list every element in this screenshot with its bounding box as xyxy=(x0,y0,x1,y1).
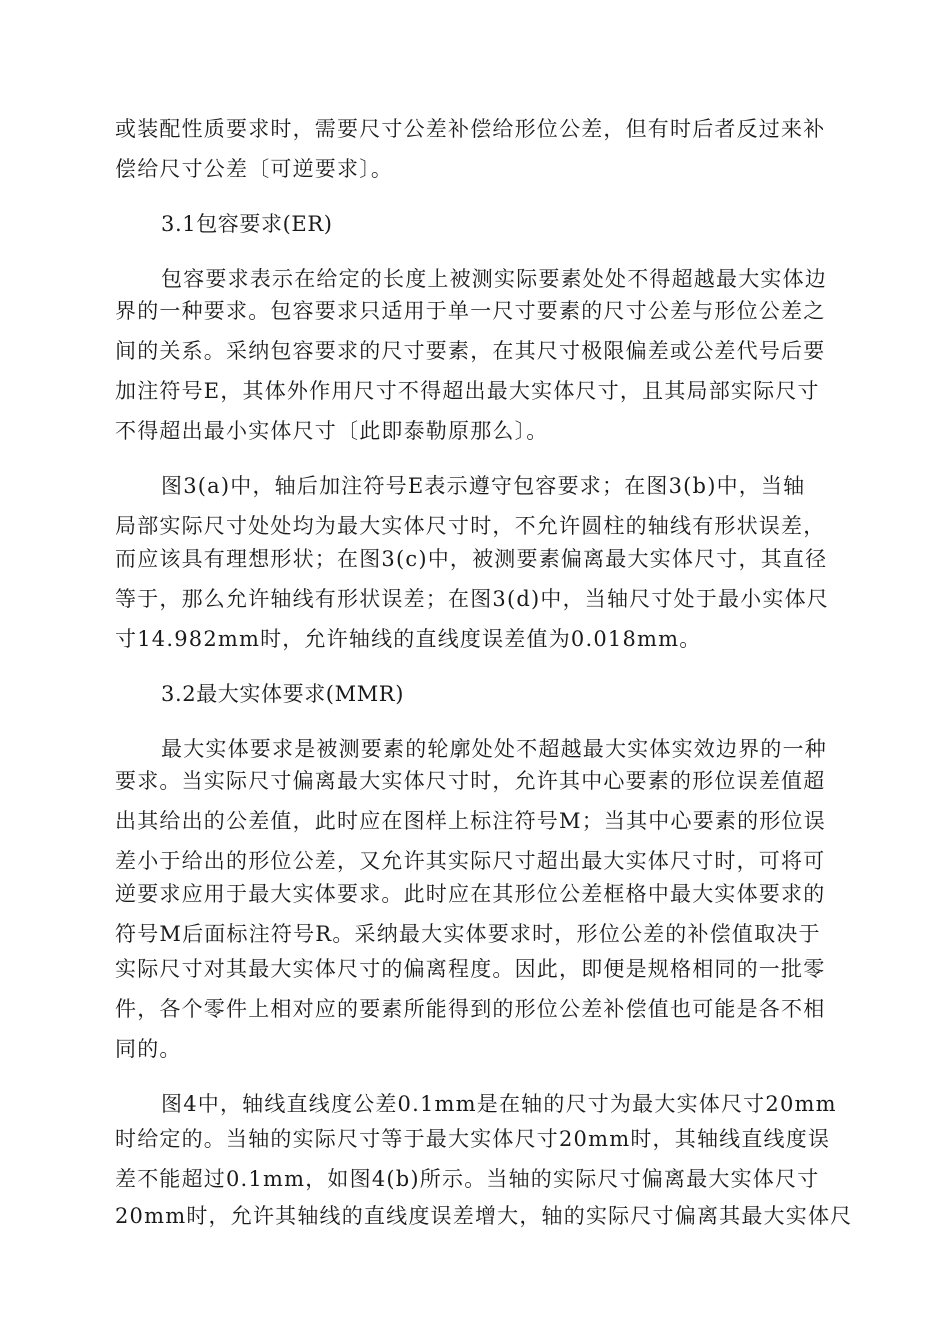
paragraph-line: 逆要求应用于最大实体要求。此时应在其形位公差框格中最大实体要求的 xyxy=(115,882,826,906)
paragraph-line: 出其给出的公差值，此时应在图样上标注符号M；当其中心要素的形位误 xyxy=(115,809,826,833)
paragraph-line: 图4中，轴线直线度公差0.1mm是在轴的尺寸为最大实体尺寸20mm xyxy=(161,1092,837,1116)
paragraph-line: 间的关系。采纳包容要求的尺寸要素，在其尺寸极限偏差或公差代号后要 xyxy=(115,339,826,363)
paragraph-line: 时给定的。当轴的实际尺寸等于最大实体尺寸20mm时，其轴线直线度误 xyxy=(115,1127,831,1151)
paragraph-line: 偿给尺寸公差〔可逆要求〕。 xyxy=(115,157,394,181)
paragraph-line: 寸14.982mm时，允许轴线的直线度误差值为0.018mm。 xyxy=(115,627,702,651)
section-heading-3-1: 3.1包容要求(ER) xyxy=(161,212,333,236)
paragraph-line: 同的。 xyxy=(115,1037,182,1061)
paragraph-line: 图3(a)中，轴后加注符号E表示遵守包容要求；在图3(b)中，当轴 xyxy=(161,474,806,498)
paragraph-line: 局部实际尺寸处处均为最大实体尺寸时，不允许圆柱的轴线有形状误差， xyxy=(115,514,826,538)
paragraph-line: 差不能超过0.1mm，如图4(b)所示。当轴的实际尺寸偏离最大实体尺寸 xyxy=(115,1167,820,1191)
paragraph-line: 等于，那么允许轴线有形状误差；在图3(d)中，当轴尺寸处于最小实体尺 xyxy=(115,587,829,611)
paragraph-line: 要求。当实际尺寸偏离最大实体尺寸时，允许其中心要素的形位误差值超 xyxy=(115,769,826,793)
paragraph-line: 20mm时，允许其轴线的直线度误差增大，轴的实际尺寸偏离其最大实体尺 xyxy=(115,1204,853,1228)
paragraph-line: 加注符号E，其体外作用尺寸不得超出最大实体尺寸，且其局部实际尺寸 xyxy=(115,379,820,403)
paragraph-line: 不得超出最小实体尺寸〔此即泰勒原那么〕。 xyxy=(115,419,549,443)
paragraph-line: 而应该具有理想形状；在图3(c)中，被测要素偏离最大实体尺寸，其直径 xyxy=(115,547,828,571)
paragraph-line: 界的一种要求。包容要求只适用于单一尺寸要素的尺寸公差与形位公差之 xyxy=(115,299,826,323)
paragraph-line: 最大实体要求是被测要素的轮廓处处不超越最大实体实效边界的一种 xyxy=(161,737,827,761)
paragraph-line: 件，各个零件上相对应的要素所能得到的形位公差补偿值也可能是各不相 xyxy=(115,997,826,1021)
paragraph-line: 或装配性质要求时，需要尺寸公差补偿给形位公差，但有时后者反过来补 xyxy=(115,117,826,141)
paragraph-line: 差小于给出的形位公差，又允许其实际尺寸超出最大实体尺寸时，可将可 xyxy=(115,849,826,873)
section-heading-3-2: 3.2最大实体要求(MMR) xyxy=(161,682,404,706)
paragraph-line: 符号M后面标注符号R。采纳最大实体要求时，形位公差的补偿值取决于 xyxy=(115,922,821,946)
paragraph-line: 包容要求表示在给定的长度上被测实际要素处处不得超越最大实体边 xyxy=(161,267,827,291)
paragraph-line: 实际尺寸对其最大实体尺寸的偏离程度。因此，即便是规格相同的一批零 xyxy=(115,957,826,981)
